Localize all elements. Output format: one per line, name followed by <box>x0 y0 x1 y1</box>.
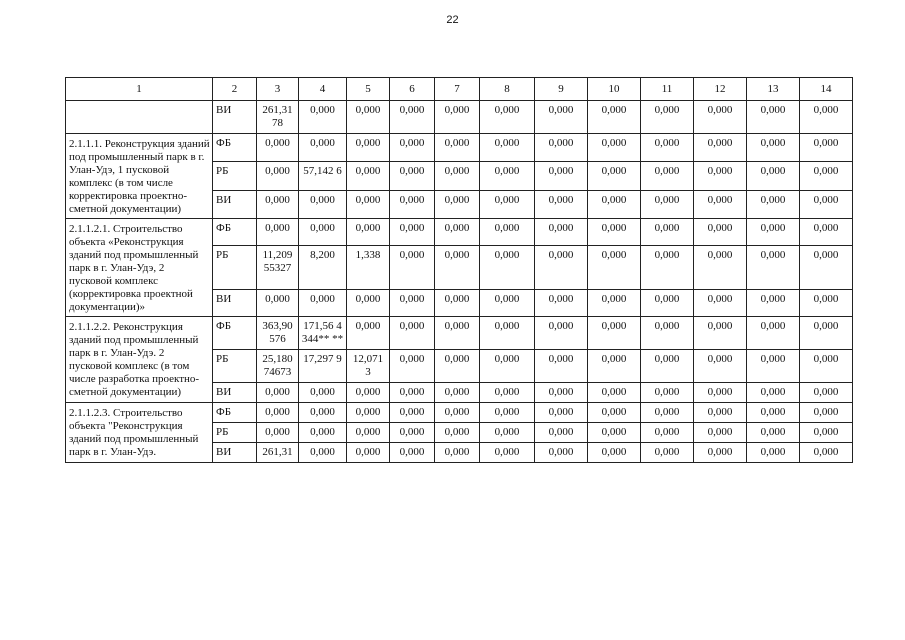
amount-cell: 0,000 <box>390 245 435 289</box>
amount-cell: 0,000 <box>480 403 535 423</box>
column-header: 7 <box>435 78 480 101</box>
amount-cell: 0,000 <box>800 219 853 246</box>
amount-cell: 0,000 <box>390 423 435 443</box>
amount-cell: 0,000 <box>694 134 747 162</box>
amount-cell: 0,000 <box>480 162 535 190</box>
table-row <box>66 219 853 246</box>
amount-cell: 0,000 <box>257 190 299 218</box>
amount-cell: 0,000 <box>257 290 299 317</box>
amount-cell: 0,000 <box>257 403 299 423</box>
amount-cell: 0,000 <box>535 350 588 383</box>
amount-cell: 0,000 <box>390 443 435 463</box>
amount-cell: 0,000 <box>535 423 588 443</box>
amount-cell: 0,000 <box>435 101 480 134</box>
amount-cell: 0,000 <box>299 290 347 317</box>
amount-cell: 0,000 <box>694 423 747 443</box>
amount-cell: 0,000 <box>435 134 480 162</box>
amount-cell: 0,000 <box>588 290 641 317</box>
amount-cell: 0,000 <box>257 162 299 190</box>
amount-cell: 0,000 <box>747 383 800 403</box>
amount-cell: 0,000 <box>299 403 347 423</box>
amount-cell: 0,000 <box>347 134 390 162</box>
amount-cell: 0,000 <box>641 219 694 246</box>
amount-cell: 0,000 <box>257 383 299 403</box>
program-item-name: 2.1.1.1. Реконструкция зданий под промышленный парк в г. Улан-Удэ, 1 пусковой комплекс (в том числе корректировка проектно-сметной документации) <box>66 134 213 219</box>
amount-cell: 0,000 <box>299 443 347 463</box>
amount-cell: 0,000 <box>390 350 435 383</box>
amount-cell: 0,000 <box>535 317 588 350</box>
amount-cell: 0,000 <box>588 190 641 218</box>
amount-cell: 0,000 <box>694 162 747 190</box>
amount-cell: 0,000 <box>480 101 535 134</box>
column-header: 3 <box>257 78 299 101</box>
amount-cell: 0,000 <box>800 245 853 289</box>
column-header: 10 <box>588 78 641 101</box>
amount-cell: 0,000 <box>480 383 535 403</box>
funding-source: ВИ <box>213 190 257 218</box>
funding-source: ВИ <box>213 383 257 403</box>
amount-cell: 0,000 <box>800 383 853 403</box>
amount-cell: 11,209 55327 <box>257 245 299 289</box>
amount-cell: 0,000 <box>588 162 641 190</box>
amount-cell: 0,000 <box>390 219 435 246</box>
funding-source: ФБ <box>213 317 257 350</box>
program-item-name: 2.1.1.2.2. Реконструкция зданий под промышленный парк в г. Улан-Удэ. 2 пусковой комплекс (в том числе разработка проектно-сметной документации) <box>66 317 213 403</box>
amount-cell: 0,000 <box>347 317 390 350</box>
amount-cell: 0,000 <box>694 219 747 246</box>
amount-cell: 0,000 <box>347 443 390 463</box>
column-header: 6 <box>390 78 435 101</box>
amount-cell: 0,000 <box>588 350 641 383</box>
amount-cell: 0,000 <box>390 290 435 317</box>
column-header: 14 <box>800 78 853 101</box>
amount-cell: 0,000 <box>747 317 800 350</box>
amount-cell: 0,000 <box>390 162 435 190</box>
amount-cell: 0,000 <box>435 162 480 190</box>
amount-cell: 0,000 <box>299 423 347 443</box>
amount-cell: 0,000 <box>435 190 480 218</box>
amount-cell: 0,000 <box>641 101 694 134</box>
column-header: 12 <box>694 78 747 101</box>
amount-cell: 0,000 <box>535 403 588 423</box>
amount-cell: 0,000 <box>588 383 641 403</box>
amount-cell: 0,000 <box>800 162 853 190</box>
amount-cell: 0,000 <box>747 443 800 463</box>
amount-cell: 0,000 <box>694 190 747 218</box>
amount-cell: 0,000 <box>435 219 480 246</box>
amount-cell: 0,000 <box>435 245 480 289</box>
amount-cell: 0,000 <box>747 134 800 162</box>
amount-cell: 0,000 <box>747 162 800 190</box>
amount-cell: 0,000 <box>435 290 480 317</box>
column-header: 4 <box>299 78 347 101</box>
amount-cell: 0,000 <box>694 317 747 350</box>
amount-cell: 0,000 <box>390 383 435 403</box>
funding-source: ФБ <box>213 403 257 423</box>
amount-cell: 0,000 <box>435 350 480 383</box>
amount-cell: 0,000 <box>641 383 694 403</box>
program-item-name <box>66 101 213 134</box>
amount-cell: 0,000 <box>480 350 535 383</box>
funding-source: РБ <box>213 350 257 383</box>
amount-cell: 0,000 <box>347 423 390 443</box>
amount-cell: 0,000 <box>800 101 853 134</box>
amount-cell: 0,000 <box>347 290 390 317</box>
amount-cell: 0,000 <box>257 134 299 162</box>
amount-cell: 0,000 <box>641 423 694 443</box>
amount-cell: 0,000 <box>588 423 641 443</box>
amount-cell: 0,000 <box>747 290 800 317</box>
amount-cell: 1,338 <box>347 245 390 289</box>
funding-source: ФБ <box>213 134 257 162</box>
amount-cell: 0,000 <box>641 162 694 190</box>
amount-cell: 0,000 <box>694 403 747 423</box>
amount-cell: 0,000 <box>694 350 747 383</box>
amount-cell: 0,000 <box>535 134 588 162</box>
amount-cell: 0,000 <box>747 423 800 443</box>
budget-table <box>65 77 853 463</box>
amount-cell: 0,000 <box>588 245 641 289</box>
amount-cell: 0,000 <box>641 245 694 289</box>
column-header: 1 <box>66 78 213 101</box>
amount-cell: 0,000 <box>588 101 641 134</box>
amount-cell: 0,000 <box>347 219 390 246</box>
funding-source: ВИ <box>213 443 257 463</box>
funding-source: РБ <box>213 245 257 289</box>
amount-cell: 0,000 <box>390 134 435 162</box>
amount-cell: 0,000 <box>747 101 800 134</box>
amount-cell: 0,000 <box>641 403 694 423</box>
funding-source: ВИ <box>213 290 257 317</box>
amount-cell: 0,000 <box>299 101 347 134</box>
amount-cell: 0,000 <box>694 443 747 463</box>
page-number: 22 <box>446 14 459 26</box>
amount-cell: 0,000 <box>390 317 435 350</box>
amount-cell: 0,000 <box>800 190 853 218</box>
amount-cell: 0,000 <box>435 423 480 443</box>
amount-cell: 0,000 <box>257 219 299 246</box>
amount-cell: 0,000 <box>641 134 694 162</box>
amount-cell: 0,000 <box>747 350 800 383</box>
amount-cell: 0,000 <box>480 245 535 289</box>
amount-cell: 0,000 <box>347 383 390 403</box>
amount-cell: 0,000 <box>641 290 694 317</box>
amount-cell: 0,000 <box>480 134 535 162</box>
amount-cell: 0,000 <box>800 290 853 317</box>
amount-cell: 0,000 <box>435 403 480 423</box>
program-item-name: 2.1.1.2.1. Строительство объекта «Реконструкция зданий под промышленный парк в г. Улан-Удэ, 2 пусковой комплекс (корректировка проектной документации)» <box>66 219 213 317</box>
amount-cell: 0,000 <box>800 443 853 463</box>
amount-cell: 0,000 <box>535 290 588 317</box>
table-row <box>66 317 853 350</box>
amount-cell: 0,000 <box>694 101 747 134</box>
amount-cell: 0,000 <box>347 162 390 190</box>
amount-cell: 363,90 576 <box>257 317 299 350</box>
amount-cell: 0,000 <box>800 403 853 423</box>
table-row <box>66 403 853 423</box>
column-header: 11 <box>641 78 694 101</box>
column-header: 13 <box>747 78 800 101</box>
amount-cell: 0,000 <box>747 219 800 246</box>
amount-cell: 0,000 <box>535 245 588 289</box>
amount-cell: 0,000 <box>535 101 588 134</box>
amount-cell: 0,000 <box>800 350 853 383</box>
amount-cell: 0,000 <box>535 383 588 403</box>
column-header: 2 <box>213 78 257 101</box>
program-item-name: 2.1.1.2.3. Строительство объекта "Реконструкция зданий под промышленный парк в г. Улан-Удэ. <box>66 403 213 463</box>
amount-cell: 0,000 <box>535 190 588 218</box>
amount-cell: 0,000 <box>641 350 694 383</box>
amount-cell: 0,000 <box>641 443 694 463</box>
header-row <box>66 78 853 101</box>
amount-cell: 57,142 6 <box>299 162 347 190</box>
amount-cell: 261,31 78 <box>257 101 299 134</box>
amount-cell: 8,200 <box>299 245 347 289</box>
amount-cell: 0,000 <box>480 290 535 317</box>
amount-cell: 0,000 <box>480 317 535 350</box>
amount-cell: 0,000 <box>299 383 347 403</box>
amount-cell: 0,000 <box>641 317 694 350</box>
amount-cell: 0,000 <box>347 190 390 218</box>
column-header: 9 <box>535 78 588 101</box>
amount-cell: 0,000 <box>299 190 347 218</box>
table-row <box>66 101 853 134</box>
amount-cell: 0,000 <box>390 101 435 134</box>
amount-cell: 0,000 <box>257 423 299 443</box>
amount-cell: 0,000 <box>435 383 480 403</box>
amount-cell: 0,000 <box>747 190 800 218</box>
amount-cell: 0,000 <box>299 219 347 246</box>
amount-cell: 25,180 74673 <box>257 350 299 383</box>
amount-cell: 0,000 <box>588 443 641 463</box>
funding-source: ВИ <box>213 101 257 134</box>
amount-cell: 17,297 9 <box>299 350 347 383</box>
amount-cell: 0,000 <box>299 134 347 162</box>
table-row <box>66 134 853 162</box>
amount-cell: 0,000 <box>588 134 641 162</box>
amount-cell: 171,56 4344** ** <box>299 317 347 350</box>
amount-cell: 0,000 <box>535 443 588 463</box>
amount-cell: 0,000 <box>747 403 800 423</box>
amount-cell: 0,000 <box>390 403 435 423</box>
amount-cell: 0,000 <box>588 219 641 246</box>
amount-cell: 0,000 <box>480 423 535 443</box>
funding-source: ФБ <box>213 219 257 246</box>
amount-cell: 0,000 <box>800 317 853 350</box>
amount-cell: 261,31 <box>257 443 299 463</box>
amount-cell: 0,000 <box>694 290 747 317</box>
column-header: 8 <box>480 78 535 101</box>
amount-cell: 0,000 <box>480 443 535 463</box>
funding-source: РБ <box>213 162 257 190</box>
amount-cell: 0,000 <box>435 317 480 350</box>
amount-cell: 0,000 <box>694 383 747 403</box>
funding-source: РБ <box>213 423 257 443</box>
amount-cell: 0,000 <box>347 403 390 423</box>
amount-cell: 0,000 <box>800 134 853 162</box>
amount-cell: 0,000 <box>641 190 694 218</box>
amount-cell: 0,000 <box>390 190 435 218</box>
amount-cell: 12,071 3 <box>347 350 390 383</box>
amount-cell: 0,000 <box>588 403 641 423</box>
amount-cell: 0,000 <box>588 317 641 350</box>
amount-cell: 0,000 <box>435 443 480 463</box>
column-header: 5 <box>347 78 390 101</box>
amount-cell: 0,000 <box>800 423 853 443</box>
amount-cell: 0,000 <box>535 162 588 190</box>
amount-cell: 0,000 <box>347 101 390 134</box>
amount-cell: 0,000 <box>480 190 535 218</box>
table-body <box>66 78 853 463</box>
amount-cell: 0,000 <box>694 245 747 289</box>
amount-cell: 0,000 <box>747 245 800 289</box>
amount-cell: 0,000 <box>535 219 588 246</box>
amount-cell: 0,000 <box>480 219 535 246</box>
